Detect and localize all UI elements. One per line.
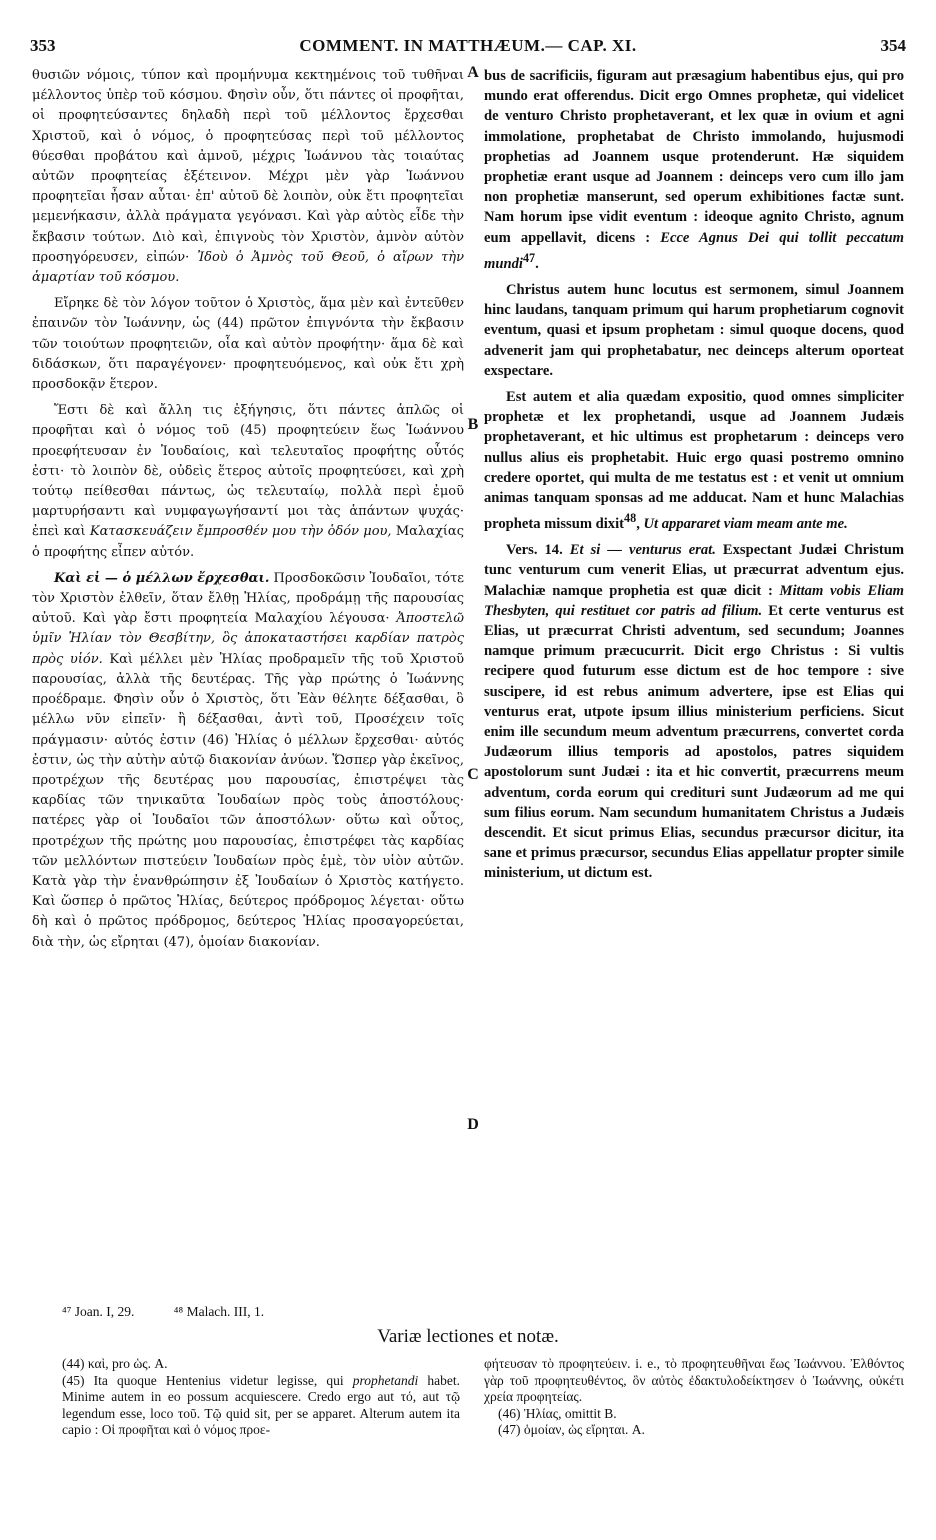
greek-paragraph-4: Καὶ εἰ — ὁ μέλλων ἔρχεσθαι. Προσδοκῶσιν Ἰουδαῖοι, τότε τὸν Χριστὸν ἐλθεῖν, ὅταν ἔλθῃ Ἠλίας, προδράμῃ τῆς παρουσίας αὐτοῦ. Καὶ γὰρ ἔστι προφητεία Μαλαχίου λέγουσα· Ἀποστελῶ ὑμῖν Ἠλίαν τὸν Θεσβίτην, ὃς ἀποκαταστήσει καρδίαν πατρὸς πρὸς υἱόν. Καὶ μέλλει μὲν Ἠλίας προδραμεῖν τῆς τοῦ Χριστοῦ παρουσίας, ἀλλὰ τῆς δευτέρας. Τῆς γὰρ πρώτης ὁ Ἰωάννης προέδραμε. Φησὶν οὖν ὁ Χριστὸς, ὅτι Ἐὰν θέλητε δέξασθαι, ὃ μέλλω νῦν εἰπεῖν· ἢ δέξασθαι, ἀντὶ τοῦ, Προσέχειν τοῖς πράγμασιν· αὐτός ἐστιν (46) Ἠλίας ὁ μέλλων ἔρχεσθαι· αὐτός ἐστιν, ὡς τὴν αὐτὴν αὐτῷ διακονίαν ἀνύων. Ὥσπερ γὰρ ἐκεῖνος, προτρέχων τῆς δευτέρας μου παρουσίας, ἐπιστρέψει τὰς καρδίας τῶν τηνικαῦτα Ἰουδαίων πρὸς τοὺς ἀποστόλους· πατέρες γὰρ οἱ Ἰουδαῖοι τῶν ἀποστόλων· οὕτω καὶ οὗτος, προτρέχων τῆς πρώτης μου παρουσίας, ἐπιστρέφει τὰς καρδίας τῶν μελλόντων πιστεύειν Ἰουδαίων πρὸς ἐμὲ, τὸν υἱὸν αὐτῶν. Κατὰ γὰρ τὴν ἐνανθρώπησιν ἐξ Ἰουδαίων ὁ Χριστὸς κατήγετο. Καὶ ὥσπερ ὁ πρῶτος Ἠλίας, δεύτερος πρόδρομος λέγεται· οὕτω δὴ καὶ ὁ πρῶτος πρόδρομος, δεύτερος Ἠλίας προσαγορεύεται, διὰ τὴν, ὡς εἴρηται (47), ὁμοίαν διακονίαν.: [32, 570, 464, 950]
greek-quote-elias: Ἀποστελῶ ὑμῖν Ἠλίαν τὸν Θεσβίτην, ὃς ἀποκαταστήσει καρδίαν πατρὸς πρὸς υἱόν.: [32, 611, 464, 667]
greek-paragraph-3: Ἔστι δὲ καὶ ἄλλη τις ἐξήγησις, ὅτι πάντες ἁπλῶς οἱ προφῆται καὶ ὁ νόμος τοῦ (45) προφητεύειν ἕως Ἰωάννου προεφήτευσαν ἐν Ἰουδαίοις, καὶ τελευταῖος προφήτης οὗτός ἐστι· τὸ λοιπὸν δὲ, οὐδεὶς ἕτερος αὐτοῖς προφητεύσει, καὶ χρὴ τούτῳ πείθεσθαι πάντως, ὡς τελευταίῳ, πολλὰ περὶ ἐμοῦ μαρτυρήσαντι καὶ νυμφαγωγήσαντί μοι τὰς ἁπάντων ψυχάς· ἐπεὶ καὶ Κατασκευάζειν ἔμπροσθέν μου τὴν ὁδόν μου, Μαλαχίας ὁ προφήτης εἶπεν αὐτόν.: [32, 403, 464, 560]
margin-marker-d: D: [467, 1116, 479, 1133]
greek-quote-malachi: Κατασκευάζειν ἔμπροσθέν μου τὴν ὁδόν μου,: [89, 524, 392, 540]
greek-paragraph-2: Εἴρηκε δὲ τὸν λόγον τοῦτον ὁ Χριστὸς, ἅμα μὲν καὶ ἐντεῦθεν ἐπαινῶν τὸν Ἰωάννην, ὡς (44) πρῶτον ἐπιγνόντα τὴν ἔκβασιν τῶν τοιούτων προφητειῶν, οἷα καὶ αὐτὸν προφήτην· ἅμα δὲ καὶ διδάσκων, ὅτι παραγέγονεν· προφητευόμενος, καὶ οὐκ ἔτι χρὴ προσδοκᾷν ἕτερον.: [32, 296, 464, 393]
latin-column: [484, 66, 904, 890]
note-44: (44) καὶ, pro ὡς. A.: [62, 1356, 168, 1371]
notes-right-column: [484, 1356, 904, 1439]
running-title: COMMENT. IN MATTHÆUM.— CAP. XI.: [299, 36, 637, 55]
footnote-47: ⁴⁷ Joan. I, 29.: [62, 1304, 135, 1319]
footnote-48: ⁴⁸ Malach. III, 1.: [173, 1304, 265, 1319]
note-46: (46) Ἠλίας, omittit B.: [498, 1405, 617, 1421]
latin-quote-elias: Mittam vobis Eliam Thesbyten, qui restituet cor patris ad filium.: [484, 582, 904, 619]
latin-paragraph-3: Est autem et alia quædam expositio, quod omnes simpliciter prophetæ et lex prophetandi, usque ad Joannem Judæis prophetaverant, et hic ultimus est prophetarum : deinceps vero nullus alius eis prophetabit. Huic ergo quasi postremo omnino credere oportet, qui multa de me testatus est : et venit ut omnium animas tanquam sponsas ad me adducat. Nam et hunc Malachias propheta missum dixit$^{48}$, Ut appararet viam meam ante me.: [484, 388, 904, 532]
margin-marker-b: B: [467, 416, 479, 433]
note-47: (47) ὁμοίαν, ὡς εἴρηται. A.: [498, 1422, 645, 1437]
margin-marker-c: C: [467, 766, 479, 783]
notes-left-column: [62, 1356, 460, 1439]
latin-paragraph-1: bus de sacrificiis, figuram aut præsagium habentibus ejus, qui pro mundo erat offerendus. Dicit ergo Omnes prophetæ, qui videlicet de venturo Christo prophetaverant, et lex quæ in ovium et agni immolatione, prophetabat de Christo immolando, hujusmodi prophetias ad Joannem usque protenderunt. Hæ siquidem prophetiæ erant usque ad Joannem : deinceps vero cum illo jam non prophetiæ manserunt, sed operum exhibitiones factæ sunt. Nam horum ipse vidit eventum : ideoque agnito Christo, agnum eum appellavit, dicens : Ecce Agnus Dei qui tollit peccatum mundi$^{47}$.: [484, 68, 904, 272]
variae-lectiones-title: Variæ lectiones et notæ.: [377, 1326, 559, 1347]
latin-paragraph-2: Christus autem hunc locutus est sermonem, simul Joannem hinc laudans, tanquam primum qui harum prophetiarum cognovit eventum, quasi et ipsum prophetam : simul quoque docens, quod advenerit jam qui prophetabatur, nec deinceps alterum oporteat exspectare.: [484, 281, 904, 379]
note-45-continued: φήτευσαν τὸ προφητεύειν. i. e., τὸ προφητευθῆναι ἕως Ἰωάννου. Ἐλθόντος γὰρ τοῦ προφητευθέντος, ὃν αὐτὸς ἐδακτυλοδείκτησεν ὁ Ἰωάννης, οὐκέτι χρεία προφητείας.: [484, 1356, 904, 1404]
latin-paragraph-4: Vers. 14. Et si — venturus erat. Exspectant Judæi Christum tunc venturum cum venerit Elias, ut præcurrat adventum ejus. Malachiæ namque prophetia est quæ dicit : Mittam vobis Eliam Thesbyten, qui restituet cor patris ad filium. Et certe venturus est Elias, ut præcurrat Christi adventum, sed secundum; Joannes namque primum præcucurrit. Dicit ergo Christus : Si vultis recipere quod futurum esse dictum est de hoc tempore : sive suscipere, id est rebus animum advertere, ipse est Elias qui venturus erat, utpote ipsum illius ministerium perficiens. Sicut enim ille secundum meum adventum præcurrens, convertet corda Judæorum illius temporis ad apostolos, patres siquidem apostolorum sunt Judæi : ita et hic convertit, præcurrens meum adventum, corda eorum qui credituri sunt Judæorum ad me qui sum filius eorum. Nam secundum humanitatem Christus a Judæis descendit. Et sicut primus Elias, secundus præcursor dicitur, ita sane et primus præcursor, secundus Elias appellatur propter simile ministerium, ut dictum est.: [484, 542, 905, 882]
footnote-ref-48: 48: [624, 511, 637, 526]
note-45: (45) Ita quoque Hentenius videtur legisse, qui prophetandi habet. Minime autem in eo possum acquiescere. Credo ergo aut τό, aut τῷ legendum esse, loco τοῦ. Τῷ quid sit, per se apparet. Alterum autem ita capio : Οἱ προφῆται καὶ ὁ νόμος προε-: [62, 1372, 461, 1437]
greek-lemma: Καὶ εἰ — ὁ μέλλων ἔρχεσθαι.: [54, 570, 270, 586]
latin-lemma: Et si — venturus erat.: [569, 542, 716, 559]
right-page-number: 354: [880, 36, 906, 55]
running-header: [30, 36, 906, 64]
greek-column: [32, 66, 464, 959]
greek-paragraph-1: θυσιῶν νόμοις, τύπον καὶ προμήνυμα κεκτημένοις τοῦ τυθῆναι μέλλοντος ὑπὲρ τοῦ κόσμου. Φησὶν οὖν, ὅτι πάντες οἱ προφῆται, οἱ προφητεύσαντες δηλαδὴ περὶ τοῦ μέλλοντος ἔρχεσθαι Χριστοῦ, καὶ ὁ νόμος, ὁ προφητεύσας περὶ τοῦ μέλλοντος θύεσθαι προβάτου καὶ ἀμνοῦ, μέχρις Ἰωάννου τὰς τοιαύτας αὐτῶν προφητείας ἐξέτεινον. Μέχρι μὲν γὰρ Ἰωάννου προφητεῖαι ἦσαν αὗται· ἐπ' αὐτοῦ δὲ λοιπὸν, οὐκ ἔτι προφητεῖαι μεμενήκασιν, ἀλλὰ πράγματα γεγόνασι. Καὶ γὰρ αὐτὸς εἶδε τὴν ἔκβασιν τούτων. Διὸ καὶ, ἐπιγνοὺς τὸν Χριστὸν, ἀμνὸν αὐτὸν προσηγόρευσεν, εἰπών· Ἰδοὺ ὁ Ἀμνὸς τοῦ Θεοῦ, ὁ αἴρων τὴν ἁμαρτίαν τοῦ κόσμου.: [32, 68, 464, 286]
footnotes: [62, 1304, 300, 1320]
margin-marker-a: A: [467, 64, 479, 81]
greek-quote-john: Ἰδοὺ ὁ Ἀμνὸς τοῦ Θεοῦ, ὁ αἴρων τὴν ἁμαρτίαν τοῦ κόσμου.: [32, 249, 464, 286]
verse-label: Vers. 14.: [506, 542, 563, 559]
latin-quote-malachi: Ut appararet viam meam ante me.: [643, 515, 848, 532]
footnote-ref-47: 47: [522, 250, 536, 265]
left-page-number: 353: [30, 36, 56, 55]
latin-quote-john: Ecce Agnus Dei qui tollit peccatum mundi: [484, 229, 904, 272]
